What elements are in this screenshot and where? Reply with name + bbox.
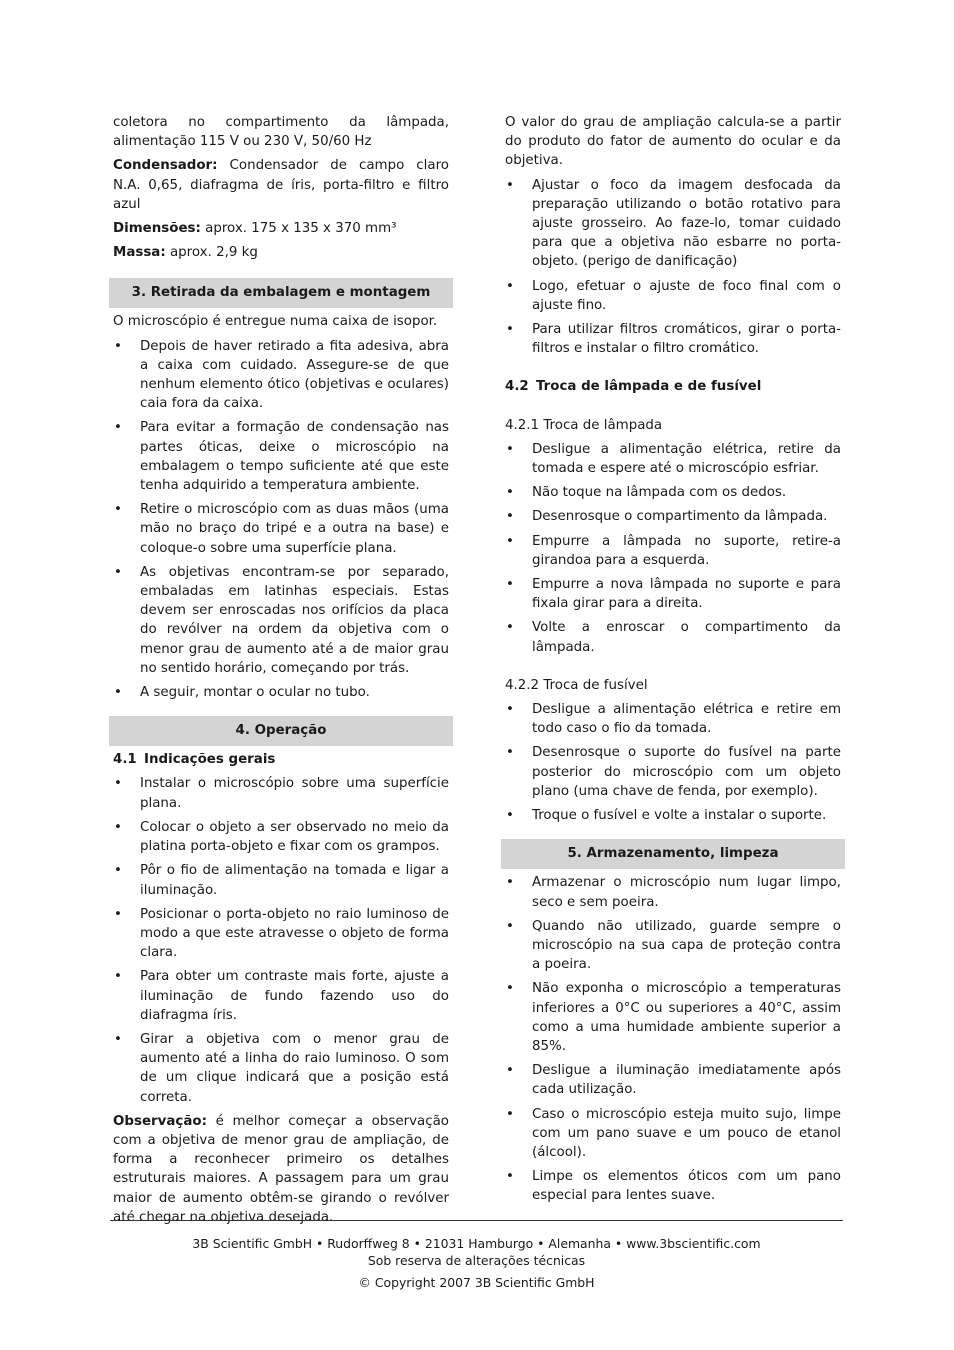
list-item: • Desligue a alimentação elétrica e retire em todo caso o fio da tomada.	[505, 700, 841, 738]
list-item: • Para evitar a formação de condensação nas partes óticas, deixe o microscópio na embalagem o tempo suficiente até que este tenha adquirido a temperatura ambiente.	[113, 418, 449, 495]
subsection-title: Indicações gerais	[144, 752, 276, 768]
list-item: • Empurre a nova lâmpada no suporte e para fixala girar para a direita.	[505, 575, 841, 613]
subsection-number: 4.1	[113, 752, 137, 768]
intro-text: coletora no compartimento da lâmpada, alimentação 115 V ou 230 V, 50/60 Hz	[113, 115, 449, 150]
list-item: • Instalar o microscópio sobre uma superfície plana.	[113, 774, 449, 812]
list-item: • A seguir, montar o ocular no tubo.	[113, 683, 449, 702]
list-item: • Volte a enroscar o compartimento da lâmpada.	[505, 618, 841, 656]
list-item: • Posicionar o porta-objeto no raio luminoso de modo a que este atravesse o objeto de forma clara.	[113, 905, 449, 963]
observacao-text: é melhor começar a observação com a objetiva de menor grau de ampliação, de forma a reconhecer primeiro os detalhes estruturais maiores. A passagem para um grau maior de aumento obtêm-se girando o revólver até chegar na objetiva desejada.	[113, 1113, 449, 1225]
subsection-title: Troca de lâmpada e de fusível	[536, 379, 762, 395]
section-3-header: 3. Retirada da embalagem e montagem	[109, 278, 453, 308]
observacao-note	[113, 1112, 449, 1227]
section-4-header: 4. Operação	[109, 716, 453, 746]
section-4-1-list	[113, 774, 449, 1106]
subsection-4-2-1-heading: 4.2.1 Troca de lâmpada	[505, 417, 663, 433]
list-item: • Limpe os elementos óticos com um pano especial para lentes suave.	[505, 1167, 841, 1205]
section-5-list	[505, 873, 841, 1205]
list-item: • Depois de haver retirado a fita adesiva, abra a caixa com cuidado. Assegure-se de que nenhum elemento ótico (objetivas e oculares) caia fora da caixa.	[113, 337, 449, 414]
list-item: • Troque o fusível e volte a instalar o suporte.	[505, 806, 841, 825]
magnification-text: O valor do grau de ampliação calcula-se a partir do produto do fator de aumento do ocular e da objetiva.	[505, 115, 841, 169]
list-item: • Não exponha o microscópio a temperaturas inferiores a 0°C ou superiores a 40°C, assim como a uma humidade ambiente superior a 85%.	[505, 979, 841, 1056]
footer-copyright: © Copyright 2007 3B Scientific GmbH	[358, 1275, 595, 1290]
footer-company-address: 3B Scientific GmbH • Rudorffweg 8 • 21031 Hamburgo • Alemanha • www.3bscientific.com	[192, 1236, 761, 1251]
list-item: • Desligue a alimentação elétrica, retire da tomada e espere até o microscópio esfriar.	[505, 440, 841, 478]
list-item: • Empurre a lâmpada no suporte, retire-a girandoa para a esquerda.	[505, 532, 841, 570]
condensador-text: Condensador de campo claro N.A. 0,65, diafragma de íris, porta-filtro e filtro azul	[113, 158, 449, 212]
lamp-replacement-list	[505, 440, 841, 657]
dimensoes-label: Dimensões:	[113, 221, 201, 237]
list-item: • Desenrosque o suporte do fusível na parte posterior do microscópio com um objeto plano (uma chave de fenda, por exemplo).	[505, 743, 841, 801]
list-item: • Desligue a iluminação imediatamente após cada utilização.	[505, 1061, 841, 1099]
list-item: • Pôr o fio de alimentação na tomada e ligar a iluminação.	[113, 861, 449, 899]
subsection-4-2-2-heading: 4.2.2 Troca de fusível	[505, 677, 648, 693]
list-item: • Colocar o objeto a ser observado no meio da platina porta-objeto e fixar com os grampos.	[113, 818, 449, 856]
section-3-list	[113, 337, 449, 703]
list-item: • Retire o microscópio com as duas mãos (uma mão no braço do tripé e a outra na base) e coloque-o sobre uma superfície plana.	[113, 500, 449, 558]
subsection-number: 4.2	[505, 379, 529, 395]
left-column	[113, 113, 449, 1232]
list-item: • Desenrosque o compartimento da lâmpada.	[505, 507, 841, 526]
focus-list	[505, 176, 841, 359]
list-item: • Para utilizar filtros cromáticos, girar o porta-filtros e instalar o filtro cromático.	[505, 320, 841, 358]
right-column	[505, 113, 841, 1211]
list-item: • Logo, efetuar o ajuste de foco final com o ajuste fino.	[505, 277, 841, 315]
list-item: • Caso o microscópio esteja muito sujo, limpe com um pano suave e um pouco de etanol (álcool).	[505, 1105, 841, 1163]
list-item: • Não toque na lâmpada com os dedos.	[505, 483, 841, 502]
footer-disclaimer: Sob reserva de alterações técnicas	[367, 1253, 586, 1268]
dimensoes-spec	[113, 219, 449, 238]
list-item: • As objetivas encontram-se por separado, embaladas em latinhas especiais. Estas devem ser enroscadas nos orifícios da placa do revólver na ordem da objetiva com o menor grau de aumento até a de maior grau no sentido horário, começando por trás.	[113, 563, 449, 678]
massa-text: aprox. 2,9 kg	[165, 245, 258, 261]
massa-label: Massa:	[113, 245, 166, 261]
observacao-label: Observação:	[113, 1113, 207, 1129]
list-item: • Armazenar o microscópio num lugar limpo, seco e sem poeira.	[505, 873, 841, 911]
list-item: • Girar a objetiva com o menor grau de aumento até a linha do raio luminoso. O som de um clique indicará que a posição está correta.	[113, 1030, 449, 1107]
dimensoes-text: aprox. 175 x 135 x 370 mm³	[200, 221, 397, 237]
list-item: • Ajustar o foco da imagem desfocada da preparação utilizando o botão rotativo para ajuste grosseiro. Ao faze-lo, tomar cuidado para que a objetiva não esbarre no porta-objeto. (perigo de danificação)	[505, 176, 841, 272]
fuse-replacement-list	[505, 700, 841, 825]
subsection-4-2-heading	[505, 377, 841, 396]
subsection-4-1-heading	[113, 750, 449, 769]
condensador-spec	[113, 156, 449, 214]
list-item: • Quando não utilizado, guarde sempre o microscópio na sua capa de proteção contra a poeira.	[505, 917, 841, 975]
condensador-label: Condensador:	[113, 158, 218, 174]
section-3-intro: O microscópio é entregue numa caixa de isopor.	[113, 314, 438, 330]
list-item: • Para obter um contraste mais forte, ajuste a iluminação de fundo fazendo uso do diafragma íris.	[113, 967, 449, 1025]
footer-divider	[110, 1220, 843, 1221]
massa-spec	[113, 243, 449, 262]
section-5-header: 5. Armazenamento, limpeza	[501, 839, 845, 869]
